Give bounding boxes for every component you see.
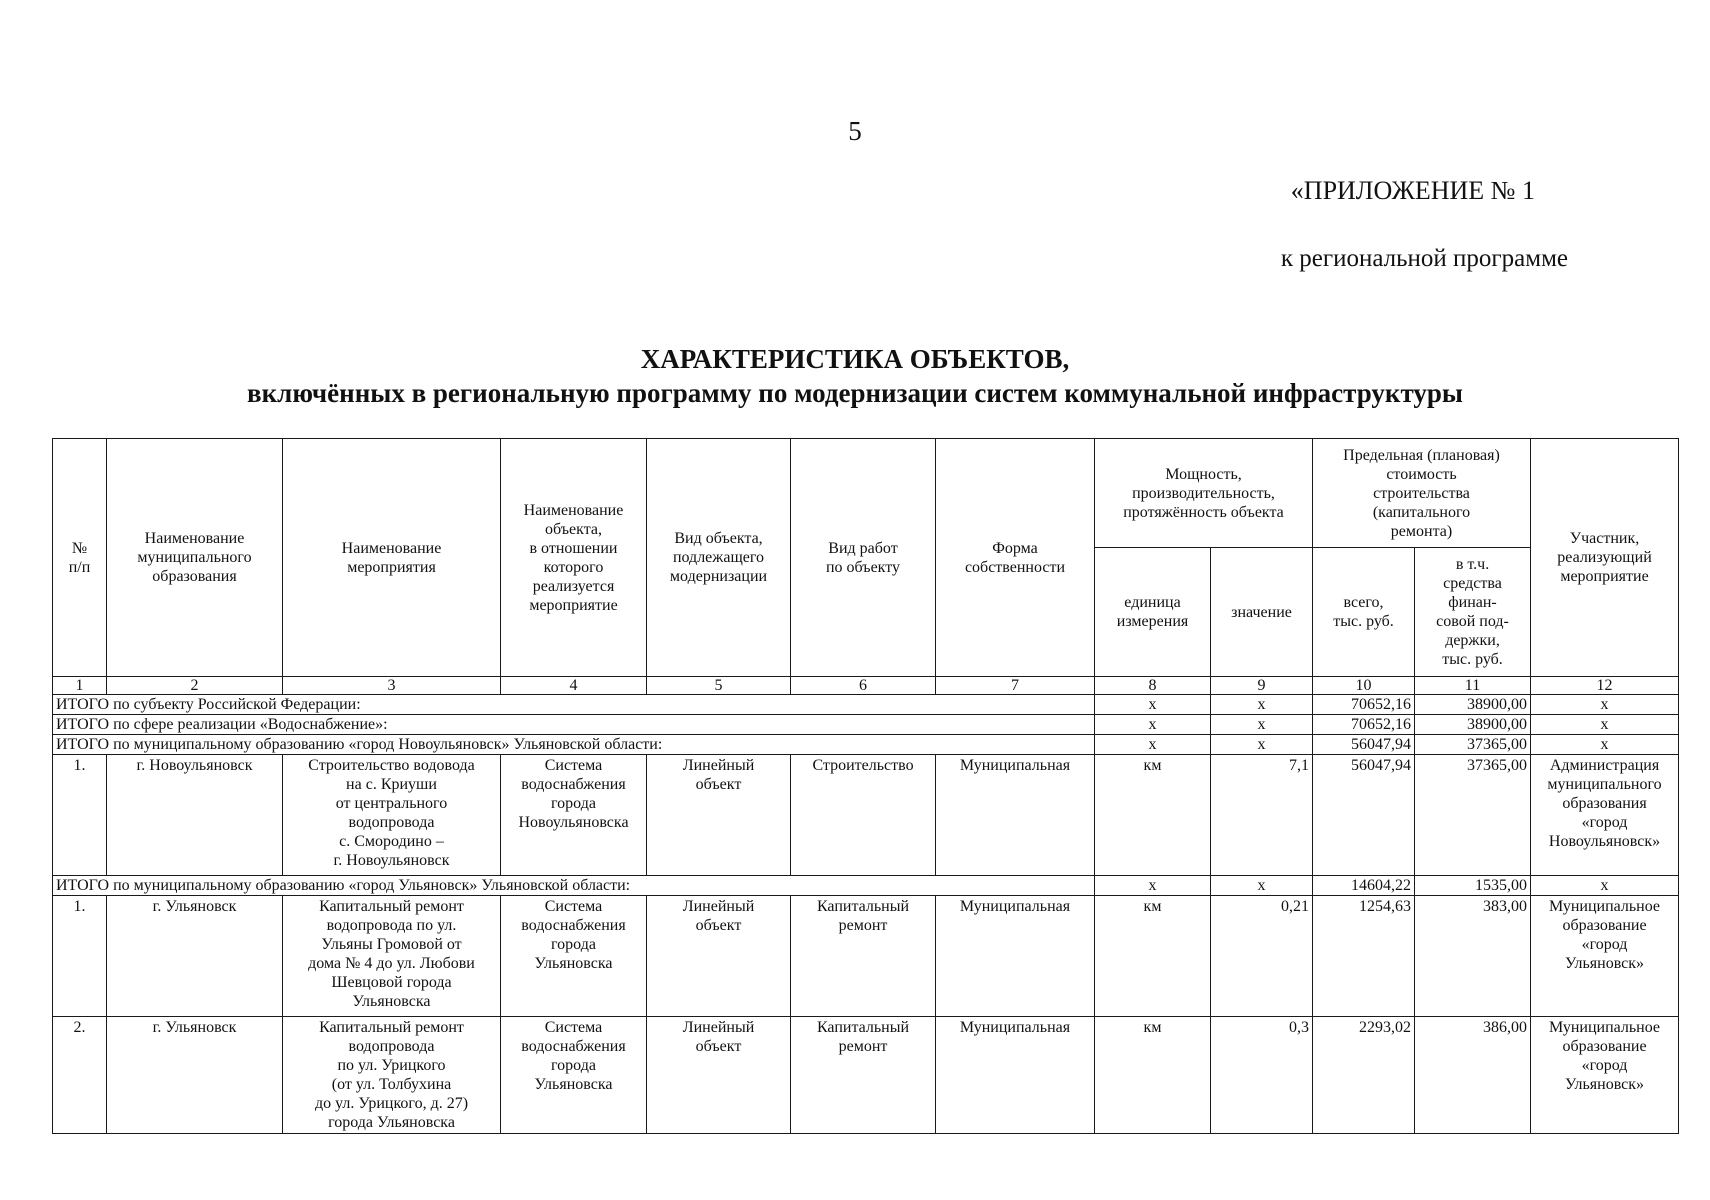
total-cost: 56047,94 — [1313, 735, 1415, 755]
table-row — [53, 755, 1679, 876]
row-ownership: Муниципальная — [936, 1017, 1095, 1134]
total-value: х — [1211, 695, 1313, 715]
row-cost-support: 37365,00 — [1415, 755, 1531, 876]
row-num: 1. — [53, 896, 107, 1017]
column-number: 8 — [1095, 677, 1211, 695]
total-row — [53, 735, 1679, 755]
header-ownership: Форма собственности — [936, 439, 1095, 677]
header-participant: Участник, реализующий мероприятие — [1531, 439, 1679, 677]
header-work-type: Вид работ по объекту — [791, 439, 936, 677]
header-object-name: Наименование объекта, в отношении которого реализуется мероприятие — [501, 439, 647, 677]
column-number: 3 — [283, 677, 501, 695]
column-number: 9 — [1211, 677, 1313, 695]
column-number: 12 — [1531, 677, 1679, 695]
row-cost-support: 383,00 — [1415, 896, 1531, 1017]
total-label: ИТОГО по муниципальному образованию «город Новоульяновск» Ульяновской области: — [53, 735, 1095, 755]
total-cost: 70652,16 — [1313, 715, 1415, 735]
column-number: 11 — [1415, 677, 1531, 695]
table-header-row — [53, 439, 1679, 548]
column-number: 4 — [501, 677, 647, 695]
column-number: 6 — [791, 677, 936, 695]
header-measure: Наименование мероприятия — [283, 439, 501, 677]
header-cost-total: всего, тыс. руб. — [1313, 548, 1415, 677]
total-unit: х — [1095, 695, 1211, 715]
appendix-title: «ПРИЛОЖЕНИЕ № 1 — [1290, 176, 1535, 205]
row-measure: Капитальный ремонт водопровода по ул. Ульяны Громовой от дома № 4 до ул. Любови Шевцовой города Ульяновска — [283, 896, 501, 1017]
appendix-subtitle: к региональной программе — [1280, 245, 1568, 272]
row-work-type: Строительство — [791, 755, 936, 876]
row-measure: Строительство водовода на с. Криуши от центрального водопровода с. Смородино – г. Новоульяновск — [283, 755, 501, 876]
total-unit: х — [1095, 876, 1211, 896]
total-support: 38900,00 — [1415, 695, 1531, 715]
row-work-type: Капитальный ремонт — [791, 896, 936, 1017]
row-participant: Администрация муниципального образования «город Новоульяновск» — [1531, 755, 1679, 876]
column-number: 5 — [647, 677, 791, 695]
row-object-type: Линейный объект — [647, 1017, 791, 1134]
row-cost-total: 56047,94 — [1313, 755, 1415, 876]
row-value: 7,1 — [1211, 755, 1313, 876]
total-unit: х — [1095, 715, 1211, 735]
row-municipality: г. Ульяновск — [107, 896, 283, 1017]
total-row — [53, 715, 1679, 735]
total-value: х — [1211, 876, 1313, 896]
header-unit: единица измерения — [1095, 548, 1211, 677]
row-cost-total: 2293,02 — [1313, 1017, 1415, 1134]
column-number-row — [53, 677, 1679, 695]
total-participant: х — [1531, 735, 1679, 755]
total-row — [53, 695, 1679, 715]
row-value: 0,21 — [1211, 896, 1313, 1017]
row-object-name: Система водоснабжения города Ульяновска — [501, 896, 647, 1017]
row-municipality: г. Новоульяновск — [107, 755, 283, 876]
row-value: 0,3 — [1211, 1017, 1313, 1134]
total-support: 37365,00 — [1415, 735, 1531, 755]
row-cost-support: 386,00 — [1415, 1017, 1531, 1134]
row-unit: км — [1095, 896, 1211, 1017]
header-object-type: Вид объекта, подлежащего модернизации — [647, 439, 791, 677]
total-participant: х — [1531, 876, 1679, 896]
row-num: 2. — [53, 1017, 107, 1134]
row-unit: км — [1095, 755, 1211, 876]
row-object-type: Линейный объект — [647, 755, 791, 876]
row-object-name: Система водоснабжения города Новоульяновска — [501, 755, 647, 876]
total-support: 38900,00 — [1415, 715, 1531, 735]
row-participant: Муниципальное образование «город Ульяновск» — [1531, 896, 1679, 1017]
column-number: 1 — [53, 677, 107, 695]
row-num: 1. — [53, 755, 107, 876]
column-number: 2 — [107, 677, 283, 695]
row-cost-total: 1254,63 — [1313, 896, 1415, 1017]
total-unit: х — [1095, 735, 1211, 755]
total-label: ИТОГО по сфере реализации «Водоснабжение»: — [53, 715, 1095, 735]
total-cost: 14604,22 — [1313, 876, 1415, 896]
header-num: № п/п — [53, 439, 107, 677]
column-number: 10 — [1313, 677, 1415, 695]
row-work-type: Капитальный ремонт — [791, 1017, 936, 1134]
row-participant: Муниципальное образование «город Ульяновск» — [1531, 1017, 1679, 1134]
total-value: х — [1211, 715, 1313, 735]
document-title — [0, 342, 1710, 410]
document-title-line-2: включённых в региональную программу по модернизации систем коммунальной инфраструктуры — [247, 378, 1463, 408]
objects-table — [52, 438, 1679, 1134]
total-cost: 70652,16 — [1313, 695, 1415, 715]
header-municipality: Наименование муниципального образования — [107, 439, 283, 677]
table-row — [53, 1017, 1679, 1134]
column-number: 7 — [936, 677, 1095, 695]
row-ownership: Муниципальная — [936, 896, 1095, 1017]
page-number: 5 — [848, 116, 862, 146]
row-ownership: Муниципальная — [936, 755, 1095, 876]
total-participant: х — [1531, 695, 1679, 715]
total-label: ИТОГО по субъекту Российской Федерации: — [53, 695, 1095, 715]
header-value: значение — [1211, 548, 1313, 677]
total-label: ИТОГО по муниципальному образованию «город Ульяновск» Ульяновской области: — [53, 876, 1095, 896]
row-object-type: Линейный объект — [647, 896, 791, 1017]
total-row — [53, 876, 1679, 896]
row-object-name: Система водоснабжения города Ульяновска — [501, 1017, 647, 1134]
row-unit: км — [1095, 1017, 1211, 1134]
row-municipality: г. Ульяновск — [107, 1017, 283, 1134]
total-value: х — [1211, 735, 1313, 755]
total-participant: х — [1531, 715, 1679, 735]
header-cost-group: Предельная (плановая) стоимость строительства (капитального ремонта) — [1313, 439, 1531, 548]
row-measure: Капитальный ремонт водопровода по ул. Урицкого (от ул. Толбухина до ул. Урицкого, д. 27) города Ульяновска — [283, 1017, 501, 1134]
header-capacity-group: Мощность, производительность, протяжённость объекта — [1095, 439, 1313, 548]
header-cost-support: в т.ч. средства финан- совой под- держки, тыс. руб. — [1415, 548, 1531, 677]
total-support: 1535,00 — [1415, 876, 1531, 896]
document-title-line-1: ХАРАКТЕРИСТИКА ОБЪЕКТОВ, — [640, 344, 1070, 374]
table-row — [53, 896, 1679, 1017]
